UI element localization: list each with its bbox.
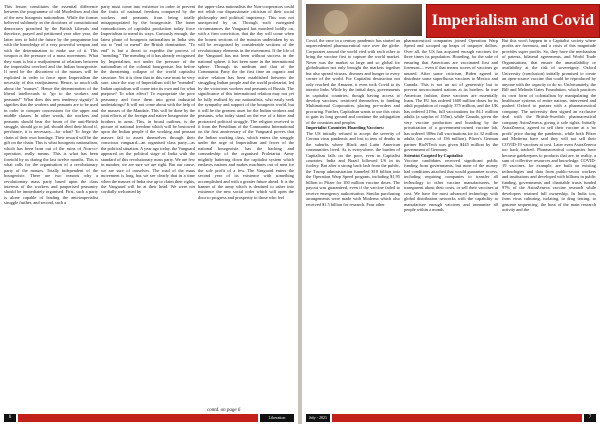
right-page-number: 7: [584, 414, 596, 422]
right-column-1-text: Covid, the once in a century pandemic has started an unprecedented pharmaceutical race over the globe. Corporates around the world vied with each other to bring the vaccine first to capture the world market. Never was the market so large and so global for globalisation not only brought the markets together but also spread viruses, diseases and hunger to every corner of the world. For Capitalist destruction not only reached the Amazon, it even took Covid to its interior links. While by the initial days, governments in capitalist countries, though having access to develop vaccines, restricted themselves to funding Multinational Corporation, placing pre-orders and procuring. Further, Capitalism wants to use this crisis to gain its long ground and continue the subjugation of the countries and peoples.: [306, 38, 400, 125]
left-page-number: 6: [4, 414, 16, 422]
article-title: Imperialism and Covid: [431, 12, 595, 29]
left-column-2-text: party must come into existence in order to prevent the fruits of national freedom conquered by the workers and peasants from being totally misappropriated by the bourgeoisie. The inner contradictions of capitalist production today force Imperialism to mend its ways. Curiously enough, the latest phase of bourgeois nationalism in India sets out to "end or mend" the British domination. "To end" is but a threat to expedite the process of "mending." The mending of it has already recognised by Imperialism, not under the pressure of the nationalism of the colonial bourgeoisie, but before the threatening collapse of the world capitalist structure. Yet it is clear that in this case must be very sure, since the way of Imperialism will be "mended" Indian capitalism will come into its own and for what purpose? To what effect? To expropriate the poor peasantry and force them into great industrial undertakings? It will not come about with the help of the masses of the Mandate. This will be done by the joint efforts of the foreign and native bourgeoisie the brothers in arms. This, in broad outlines, is the picture of national freedom which will be bestowed upon the Indian people if the working and peasant masses fail to assert themselves through their conscious vanguard—an organised class party—as the political situation. A year ago today, the Vanguard appeared on the political stage of India with the standard of this revolutionary mass party. We are few in number, we are sure we are right. But our cause, we are sure of ourselves. The road of the mass movement is long, but we see clearly that in a time when the masses of India rise up to claim their rights, the Vanguard will be at their head. We were not cordially welcomed by: [101, 4, 195, 195]
left-column-3: [198, 4, 294, 410]
right-column-1-heading: Imperialist Countries Hoarding Vaccines:: [306, 125, 385, 131]
right-column-2: [404, 38, 498, 410]
left-column-1-text: This lesson constitutes the essential difference between the programme of old Mooledism and that of the new bourgeois nationalism. While the former believed sublimely in the doctrines of constitutional democracy preached by the British Liberals and therefore, prayed and petitioned year after year, the latter tries to hold the future by the programme but with the knowledge of a very powerful weapon and with the determination to make use of it. This weapon is the pressure of a mass movement. What they want is but a readjustment of relations between the imperialist overlord and the Indian bourgeoisie. If need be the discontent of the masses will be exploited in order to force upon Imperialism the necessity of this readjustment. Hence, so much talk about the "masses". Hence the determination of the liberal intellectuals to "go to the workers and peasants!" What does this new tendency signify? It signifies that the workers and peasants are to be used in order to conquer concessions for the upper and middle classes. In other words, the workers and peasants should bear the brunt of the anti-British struggle, should go to jail, should shed their blood if, perchance, it is necessary—for what? To forge the chain of their own bondage. Their reward will be the gift on the chain. This is what bourgeois nationalism, which has been born out of the ruins of Non-co-operation, really means. This is what has been foretold by us during the last twelve months. This is what calls for the organisation of a revolutionary party of the masses. Totally independent of the bourgeoisie. There are two reasons why a revolutionary mass party based upon the class interests of the workers and pauperised peasantry should be immediately organised. First, such a party is alone capable of leading the anti-imperialist struggle further, and second, such a: [4, 4, 98, 206]
right-column-1-text-b: The US initially refused to accept the severity of Corona virus pandemic and lost to tens of deaths in the suburbs where Black and Latin American communities lived. As is everywhere, the burden of Capitalism falls on the poor, even in Capitalist countries. India and Brazil followed US in its foolery. But after a strong back lash from the public, the Trump administration funneled $18 billion into the Operation Warp Speed program, including $1.95 billion to Pfizer for 100 million vaccine doses. The payout was guaranteed, even if the vaccine failed to receive emergency authorisation. Similar purchasing arrangements were made with Moderna which also received $1.5 billion for research. Four other: [306, 130, 400, 207]
right-page: [302, 0, 600, 424]
right-footer-bar: [332, 414, 582, 422]
continued-note: contd. on page 6: [207, 408, 241, 413]
right-column-2-text: pharmaceutical companies joined Operation Warp Speed and scooped up heaps of taxpayer dollars. Over all, the US has acquired enough vaccines for three times its population. Hoarding, for the sake of ensuring that Americans are vaccinated first and foremost— even if that means scores of vaccines go unused. After some criticism, Biden agreed to distribute some superfluous vaccines to Mexico and Canada. This is not an act of generosity but to prevent unvaccinated nations at its borders. In true American fashion, these vaccines are essentially loans. The EU has ordered 1600 million doses for its adult population of roughly 375 million, and the UK has ordered 219m, full vaccinations for 84.1 million adults (a surplus of 155m), while Canada, given the very vaccine production and hoarding by the privatization of a government-owned vaccine lab, has ordered 188m full vaccinations for its 32 million adults (an excess of 156 million). Pfizer's German partner BioNTech was given $445 million by the government of Germany.: [404, 38, 498, 153]
article-photo: [306, 4, 422, 36]
right-column-1: [306, 38, 400, 410]
left-column-2: [101, 4, 195, 410]
right-column-3-text: But this won't happen in a Capitalist society where profits are foremost, and a crisis of this magnitude provides super profits. So, they have the mechanism of patents, bilateral agreements, and World Trade Organisations, that ensure the unavailability or availability at the risk of sovereignty. Oxford University (conclusion) initially promised to create an open-source vaccine that could be reproduced by anyone with the capacity to do so. Unfortunately, the Bill and Melinda Gates Foundation, which practices its own form of colonialism by manipulating the healthcare systems of entire nations, intervened and pushed Oxford to partner with a pharmaceutical company. The university then signed an exclusive deal with the British-Swedish pharmaceutical company AstraZeneca, giving it sole rights. Initially AstraZeneca, agreed to sell their vaccine at a 'no profit' price during the pandemic, while both Pfizer and Moderna have said they will not sell their COVID-19 vaccines at cost. Later even AstraZeneca too back tracked. Pharmaceutical companies have become gatekeepers to products that are, in reality, a sum of collective resources and knowledge. COVID-19 vaccines, for example, are built on existing technologies and data from public-sector workers and institutions and developed with billions in public funding, governments and charitable trusts funded 97% of the AstraZeneca vaccine research while developers retained full ownership. In India too, from virus culturing, isolating, to drug testing, to genome sequencing, the bout of the main research activity and the: [502, 38, 596, 213]
left-column-3-text: the upper-class nationalists the Non-cooperators could not relish our dispassionate criticism of their social philosophy and political impotency. This was not unexpected by us. Through such variegated circumstances the Vanguard has marched boldly on, with a firm conviction, that the day will come when the honest sections of the mission undertaken by us will be recognised by considerable sections of the revolutionary elements in the movement. If the life of the Vanguard has not been without success in the national sphere, it has been none in the international sphere. Through its medium and that of the Communist Party the the first time an organic and active relation has been established between the struggling Indian people and the world proletariat, led by the victorious workers and peasants of Russia. The significance of this international relation may not yet be fully realised by our nationalists, who easily seek the sympathy and support of the bourgeois world, but it will be the greatest asset for the Indian workers and peasants, who today stand on the eve of a bitter and protracted political struggle. The religion received to it from the Presidium of the Communist International on the first anniversary of the Vanguard proves that the Indian working class, which enters the struggle under the urge of Imperialism and fewer of the national bourgeoisie, has the backing and comradeship of the organised Proletariat Army mightily battering down the capitalist system which enslaves nations and makes machines out of men for the sole profit of a few. The Vanguard enters the second year of its existence with something accomplished and with a greater future ahead. It is the banner of the army which is destined to usher into existence the new social order which will open the door to progress and prosperity to those who feel: [198, 4, 294, 200]
right-column-2-heading: Scientist Coopted by Capitalist:: [404, 152, 464, 158]
left-page: [0, 0, 298, 424]
left-footer-bar: [18, 414, 258, 422]
left-column-1: [4, 4, 98, 410]
right-column-2-text-b: Vaccine candidates received significant public funding from governments, but none of the money had conditions attached that would guarantee access, including requiring companies to transfer all technology to other vaccine manufacturers, be transparent about their costs, or sell their vaccines at cost. We have the most advanced technology with global distribution networks with the capability to manufacture enough vaccines and immunize all people within a month.: [404, 157, 498, 213]
publication-name: Liberation: [260, 414, 294, 422]
issue-month: July - 2021: [306, 414, 330, 422]
right-column-3: [502, 38, 596, 410]
article-title-banner: [426, 4, 600, 38]
